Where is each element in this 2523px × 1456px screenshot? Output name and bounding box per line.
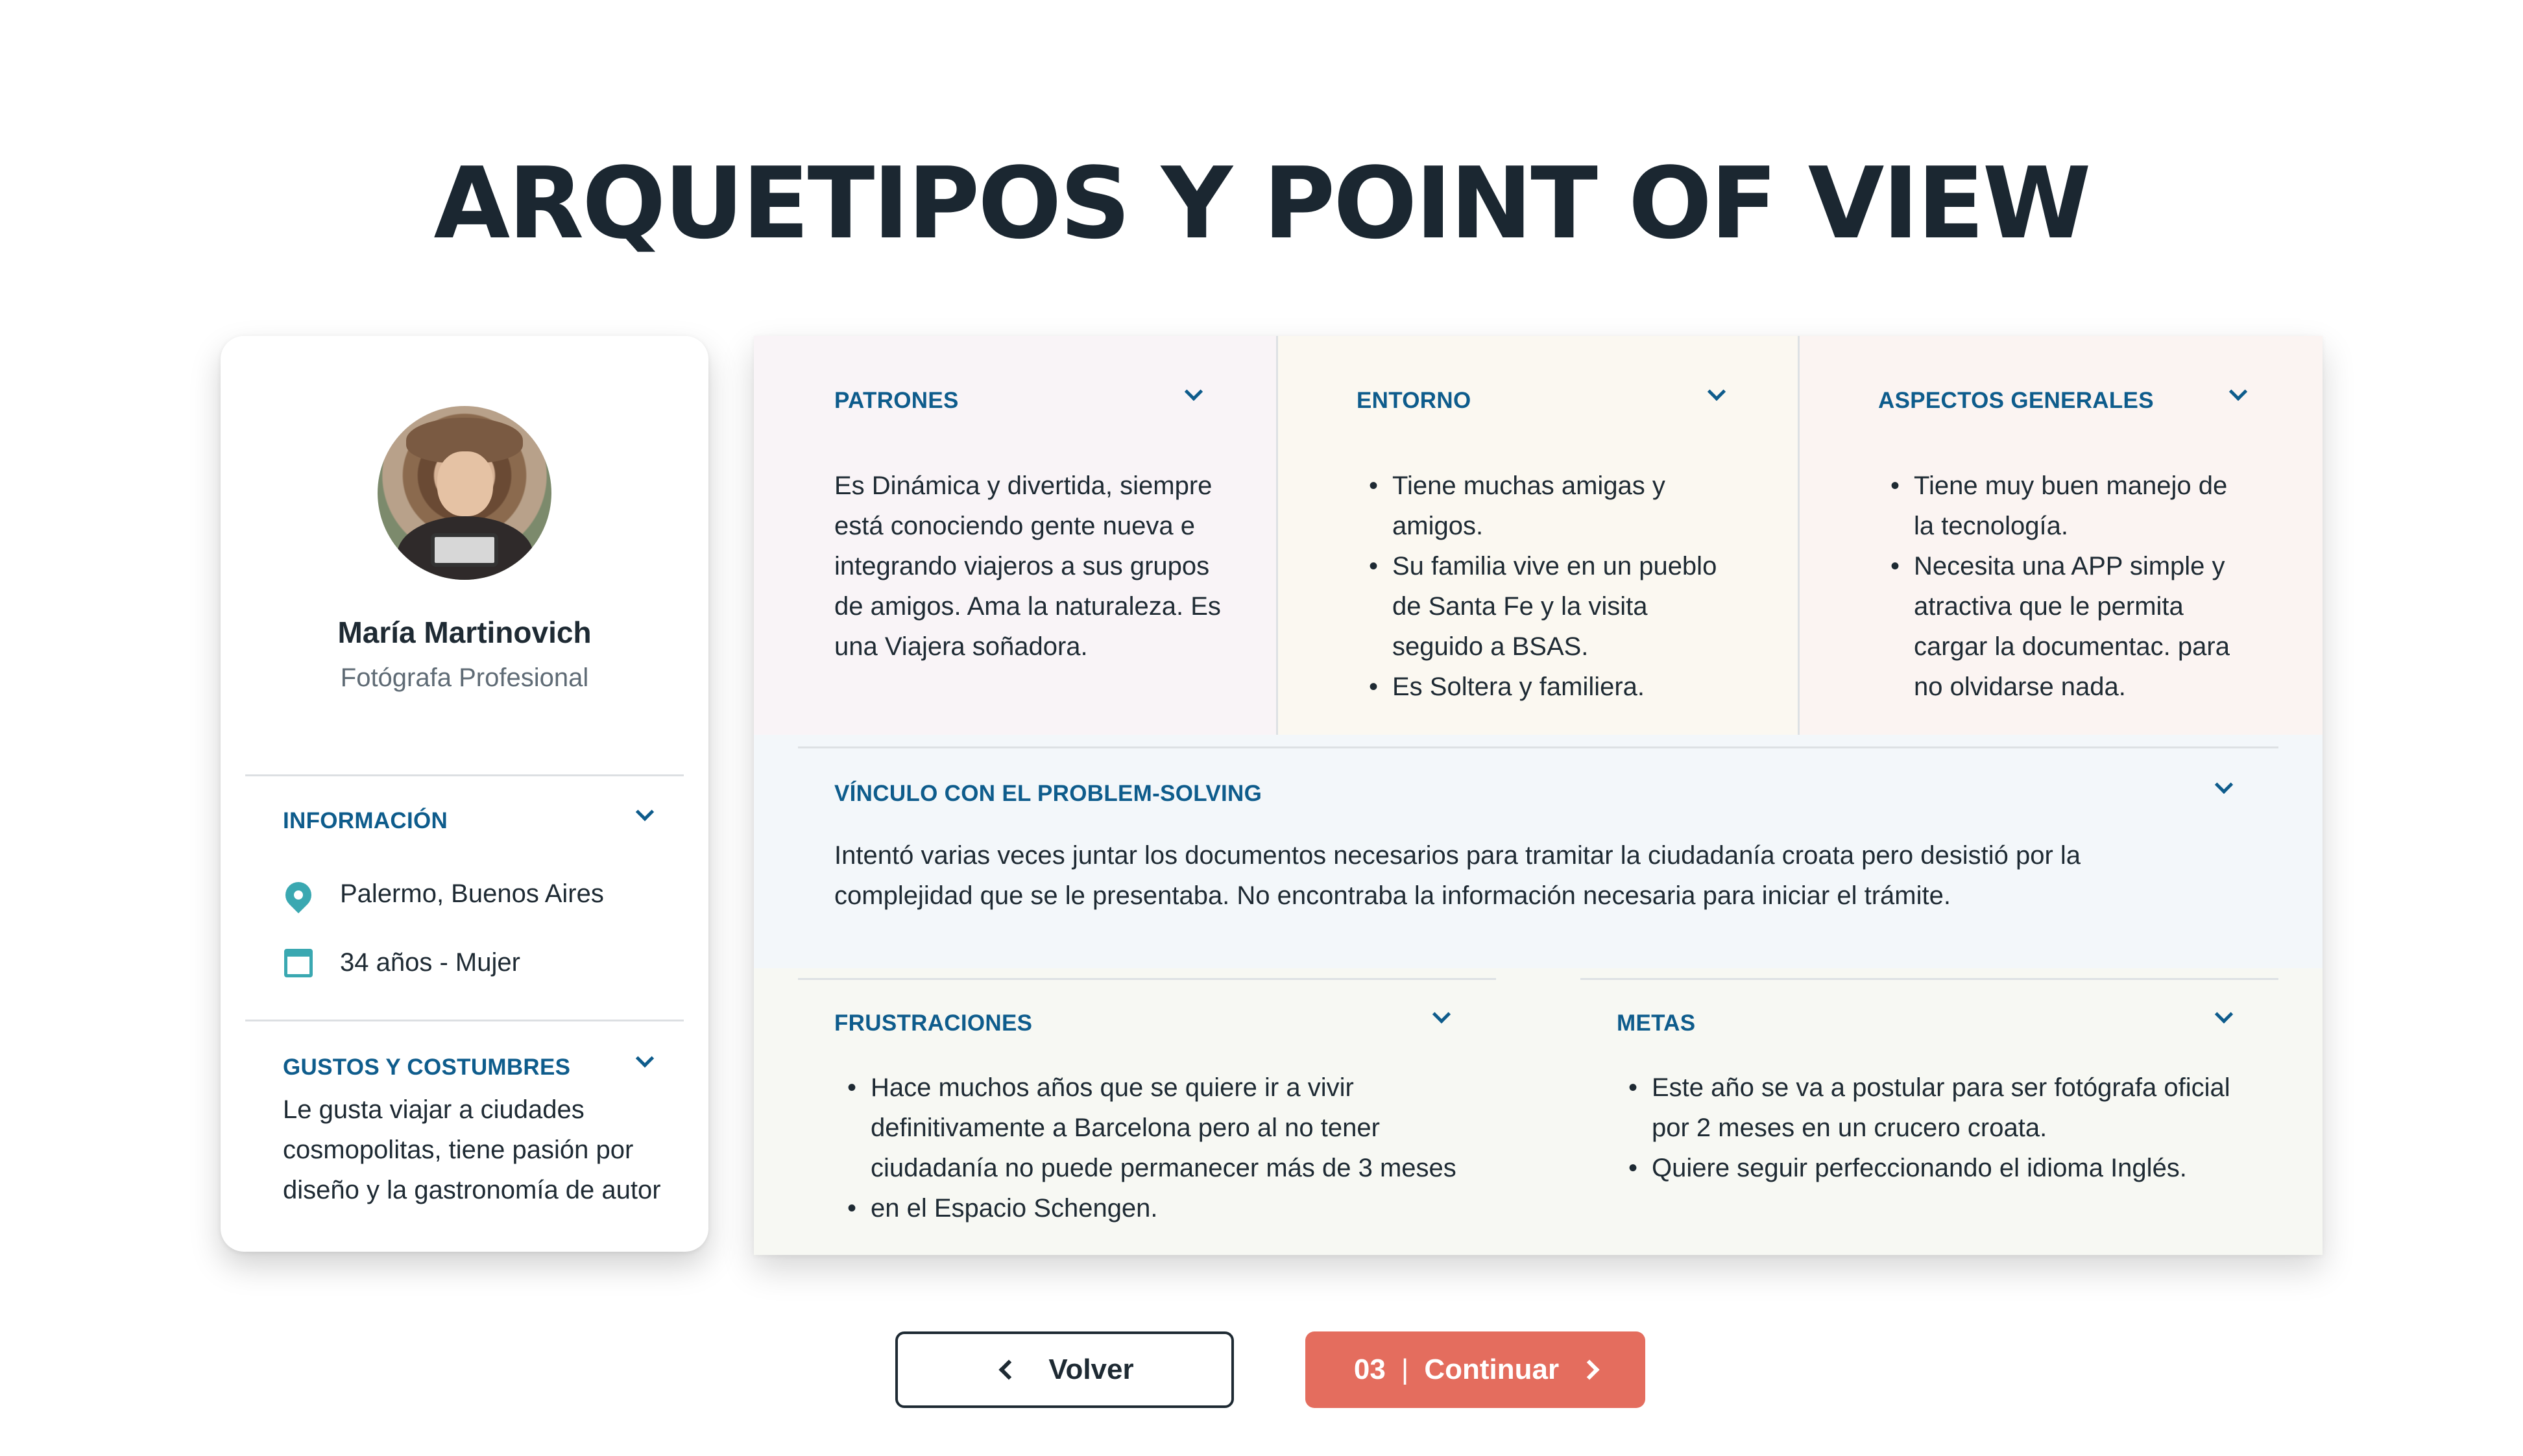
- list-item: • Tiene muy buen manejo de la tecnología.: [1890, 466, 2254, 546]
- divider: [245, 774, 684, 776]
- info-heading[interactable]: INFORMACIÓN: [283, 808, 448, 833]
- back-label: Volver: [1048, 1354, 1134, 1385]
- entorno-list: [1369, 466, 1719, 707]
- continue-button[interactable]: [1305, 1331, 1645, 1408]
- continue-label: Continuar: [1424, 1354, 1560, 1385]
- vinculo-text: Intentó varias veces juntar los documentos necesarios para tramitar la ciudadanía croata pero desistió por la complejidad que se le presentaba. No encontraba la información necesaria para iniciar el trámite.: [834, 841, 2081, 910]
- frustraciones-heading[interactable]: FRUSTRACIONES: [834, 1010, 1033, 1036]
- profile-role: Fotógrafa Profesional: [340, 663, 589, 692]
- list-item: • Es Soltera y familiera.: [1369, 667, 1719, 707]
- profile-name: María Martinovich: [337, 615, 592, 649]
- patrones-heading[interactable]: PATRONES: [834, 388, 959, 413]
- location-text: Palermo, Buenos Aires: [340, 879, 604, 908]
- tastes-text: Le gusta viajar a ciudades cosmopolitas, tiene pasión por diseño y la gastronomía de autor: [283, 1095, 661, 1204]
- divider: [245, 1020, 684, 1021]
- vinculo-heading[interactable]: VÍNCULO CON EL PROBLEM-SOLVING: [834, 781, 1262, 806]
- divider: [1580, 978, 2278, 980]
- column-divider: [1798, 336, 1800, 735]
- profile-card: [221, 336, 708, 1252]
- metas-heading[interactable]: METAS: [1617, 1010, 1696, 1036]
- list-item: • en el Espacio Schengen.: [847, 1188, 1483, 1228]
- page-title: ARQUETIPOS Y POINT OF VIEW: [433, 146, 2090, 261]
- list-item: • Hace muchos años que se quiere ir a vivir definitivamente a Barcelona pero al no tener ciudadanía no puede permanecer más de 3 meses: [847, 1068, 1483, 1188]
- frustraciones-list: [847, 1068, 1483, 1228]
- divider: [798, 978, 1496, 980]
- column-divider: [1276, 336, 1278, 735]
- list-item: • Su familia vive en un pueblo de Santa Fe y la visita seguido a BSAS.: [1369, 546, 1719, 667]
- calendar-icon: [284, 949, 313, 977]
- chevron-down-icon[interactable]: [636, 803, 654, 821]
- metas-list: [1628, 1068, 2251, 1188]
- list-item: • Quiere seguir perfeccionando el idioma Inglés.: [1628, 1148, 2251, 1188]
- list-item: • Este año se va a postular para ser fotógrafa oficial por 2 meses en un crucero croata.: [1628, 1068, 2251, 1148]
- divider: [798, 746, 2278, 748]
- persona-panel: [754, 336, 2323, 1255]
- avatar: [378, 406, 551, 580]
- step-number: 03: [1353, 1354, 1386, 1385]
- aspectos-list: [1890, 466, 2254, 707]
- location-pin-icon: [280, 877, 317, 914]
- chevron-down-icon[interactable]: [636, 1049, 654, 1068]
- chevron-left-icon: [999, 1359, 1019, 1379]
- list-item: • Necesita una APP simple y atractiva que le permita cargar la documentac. para no olvidarse nada.: [1890, 546, 2254, 707]
- list-item: • Tiene muchas amigas y amigos.: [1369, 466, 1719, 546]
- aspectos-heading[interactable]: ASPECTOS GENERALES: [1878, 388, 2154, 413]
- patrones-text: Es Dinámica y divertida, siempre está conociendo gente nueva e integrando viajeros a sus grupos de amigos. Ama la naturaleza. Es una Viajera soñadora.: [834, 471, 1221, 661]
- step-separator: |: [1401, 1354, 1409, 1385]
- entorno-heading[interactable]: ENTORNO: [1357, 388, 1471, 413]
- back-button[interactable]: [895, 1331, 1234, 1408]
- tastes-heading[interactable]: GUSTOS Y COSTUMBRES: [283, 1055, 571, 1080]
- chevron-right-icon: [1580, 1359, 1600, 1379]
- age-gender-text: 34 años - Mujer: [340, 948, 520, 977]
